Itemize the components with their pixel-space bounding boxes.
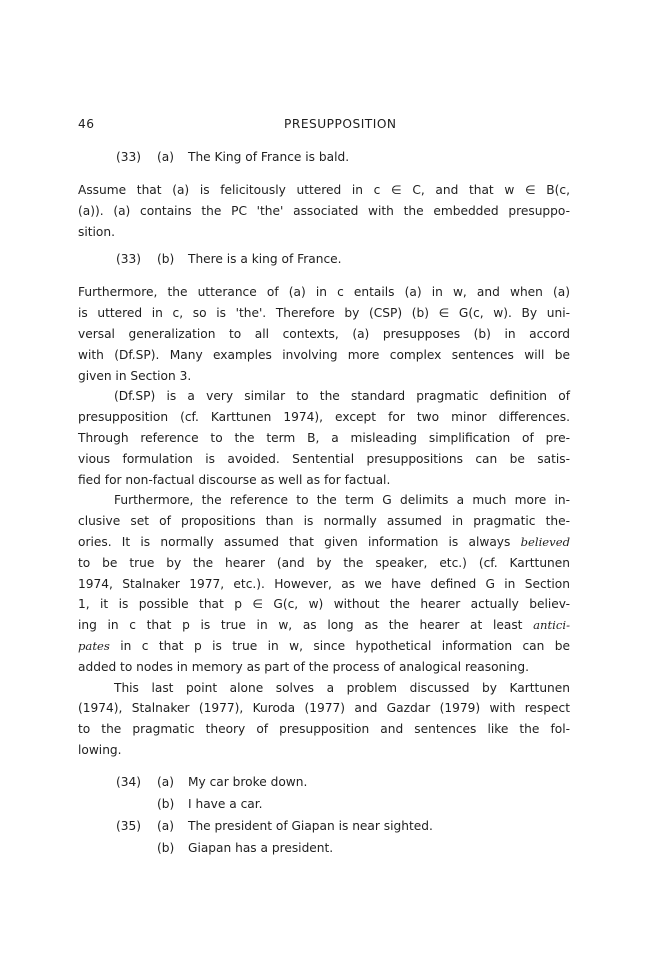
paragraph-last-point <box>78 678 570 761</box>
example-number: (33) <box>116 252 142 267</box>
example-35b <box>78 841 570 863</box>
example-label: (b) <box>157 796 175 811</box>
emphasis-anticipates-cont: pates <box>78 638 110 653</box>
text-line: Assume that (a) is felicitously uttered in c ∈ C, and that w ∈ B(c, <box>78 183 570 197</box>
text-line: (a)). (a) contains the PC 'the' associated with the embedded presuppo- <box>78 203 570 218</box>
example-label: (a) <box>157 818 174 833</box>
text-line <box>78 636 570 657</box>
text-line: is uttered in c, so is 'the'. Therefore by (CSP) (b) ∈ G(c, w). By uni- <box>78 306 570 321</box>
text-line: (1974), Stalnaker (1977), Kuroda (1977) and Gazdar (1979) with respect <box>78 701 570 716</box>
example-label: (b) <box>157 840 175 855</box>
text-line: lowing. <box>78 742 122 757</box>
example-label: (b) <box>157 252 175 267</box>
text-line: presupposition (cf. Karttunen 1974), except for two minor differences. <box>78 410 570 425</box>
text-line: Furthermore, the reference to the term G delimits a much more in- <box>114 493 570 508</box>
text-line: to be true by the hearer (and by the speaker, etc.) (cf. Karttunen <box>78 555 570 570</box>
text-line: clusive set of propositions than is normally assumed in pragmatic the- <box>78 514 570 529</box>
text-line: given in Section 3. <box>78 368 192 383</box>
example-34a <box>78 775 570 797</box>
paragraph-reference-term-g <box>78 490 570 677</box>
text-line: (Df.SP) is a very similar to the standard pragmatic definition of <box>114 389 570 404</box>
text-line: Through reference to the term B, a misleading simplification of pre- <box>78 430 570 445</box>
example-text: I have a car. <box>188 796 263 811</box>
text-line: sition. <box>78 224 115 239</box>
page-number: 46 <box>78 117 95 131</box>
text-line: to the pragmatic theory of presupposition and sentences like the fol- <box>78 722 570 737</box>
text-line: added to nodes in memory as part of the process of analogical reasoning. <box>78 659 529 674</box>
example-34b <box>78 797 570 819</box>
example-33a <box>78 150 570 170</box>
example-text: There is a king of France. <box>188 252 342 267</box>
paragraph-furthermore-utterance <box>78 282 570 386</box>
example-text: The King of France is bald. <box>188 150 350 164</box>
text-run: ing in c that p is true in w, as long as the hearer at least <box>78 618 534 633</box>
example-text: The president of Giapan is near sighted. <box>188 818 433 833</box>
example-label: (a) <box>157 150 174 164</box>
text-line: This last point alone solves a problem discussed by Karttunen <box>114 680 570 695</box>
text-run: in c that p is true in w, since hypothetical information can be <box>109 638 570 653</box>
page-body <box>78 150 570 863</box>
emphasis-believed: believed <box>520 534 570 549</box>
example-number: (34) <box>116 774 142 789</box>
paragraph-assume <box>78 180 570 242</box>
text-line <box>78 532 570 553</box>
text-line: versal generalization to all contexts, (a) presupposes (b) in accord <box>78 326 570 341</box>
example-number: (33) <box>116 150 142 164</box>
example-33b <box>78 252 570 272</box>
example-text: Giapan has a president. <box>188 840 334 855</box>
text-line: 1974, Stalnaker 1977, etc.). However, as we have defined G in Section <box>78 576 570 591</box>
text-line: 1, it is possible that p ∈ G(c, w) without the hearer actually believ- <box>78 597 570 612</box>
text-line <box>78 615 570 636</box>
text-line: vious formulation is avoided. Sentential presuppositions can be satis- <box>78 451 570 466</box>
emphasis-anticipates: antici- <box>533 618 570 633</box>
text-line: Furthermore, the utterance of (a) in c entails (a) in w, and when (a) <box>78 285 570 300</box>
example-label: (a) <box>157 774 174 789</box>
text-run: ories. It is normally assumed that given information is always <box>78 534 521 549</box>
example-text: My car broke down. <box>188 774 308 789</box>
example-35a <box>78 819 570 841</box>
page-header <box>78 117 568 135</box>
text-line: with (Df.SP). Many examples involving more complex sentences will be <box>78 347 570 362</box>
paragraph-dfsp <box>78 386 570 490</box>
example-number: (35) <box>116 818 142 833</box>
text-line: fied for non-factual discourse as well as for factual. <box>78 472 391 487</box>
running-head: PRESUPPOSITION <box>284 117 397 131</box>
